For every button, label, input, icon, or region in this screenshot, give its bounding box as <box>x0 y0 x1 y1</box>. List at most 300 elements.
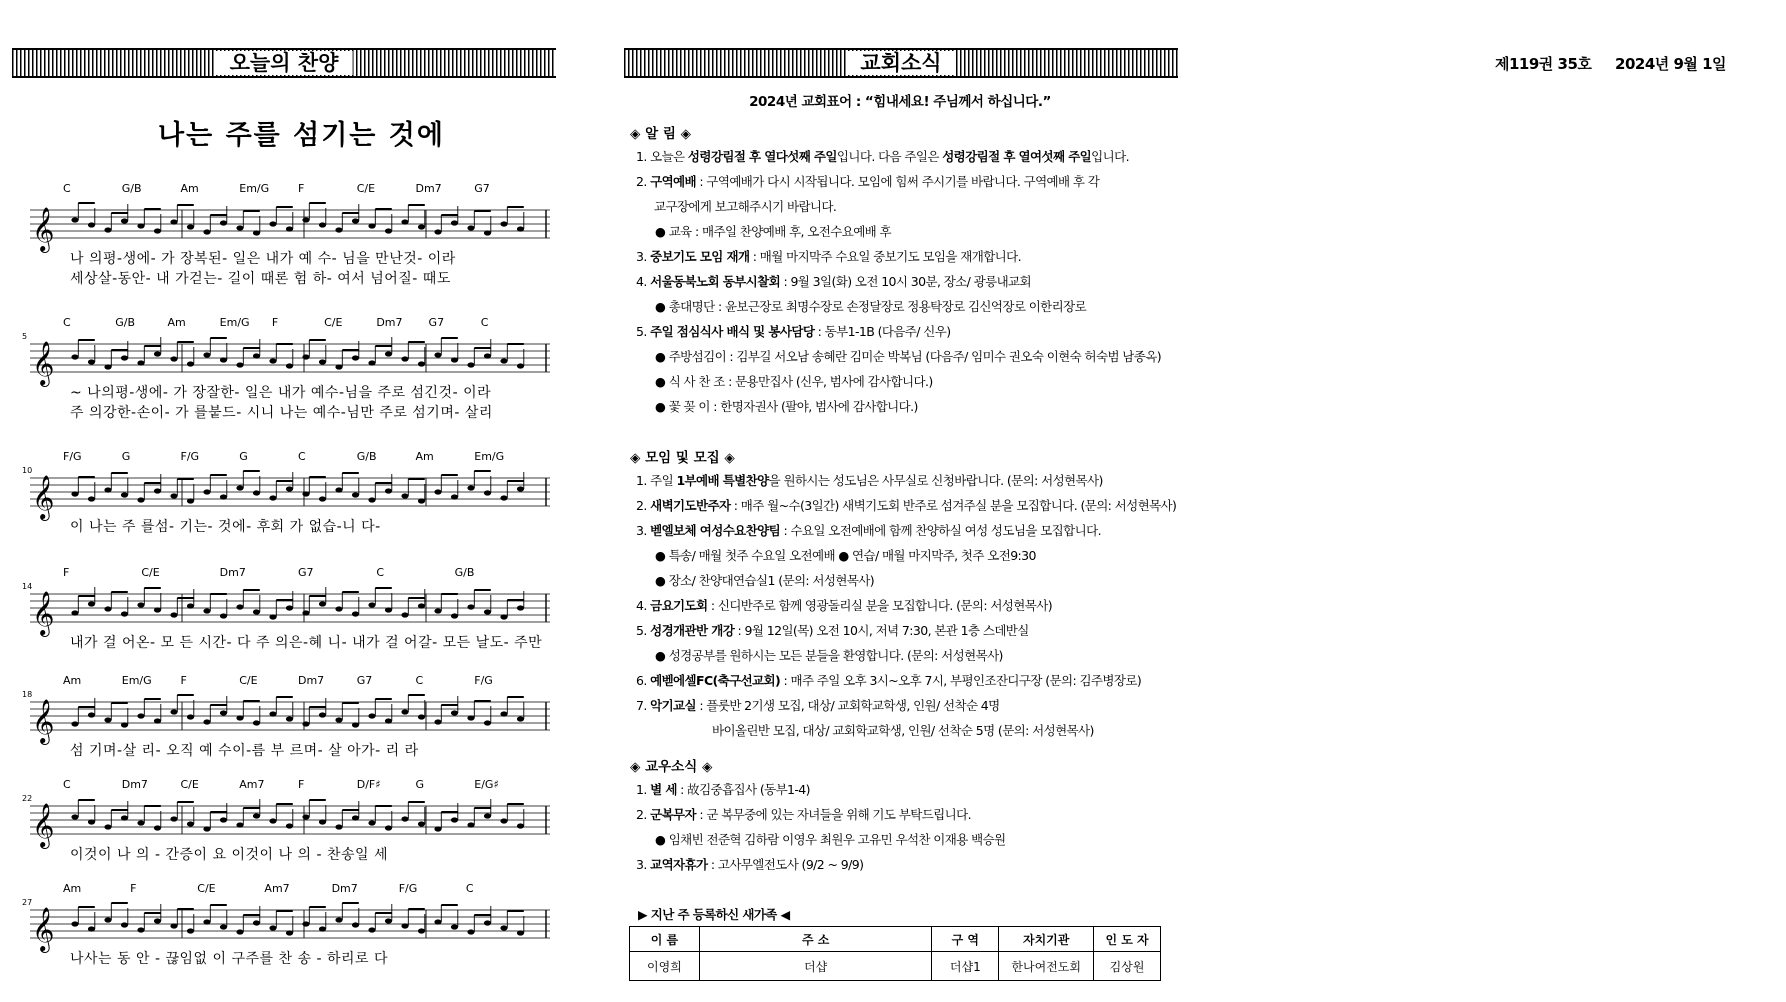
note-head <box>434 608 441 613</box>
note-head <box>236 225 243 230</box>
news-item: 6. 예벧에셀FC(축구선교회) : 매주 주일 오후 3시~오후 7시, 부평인조잔디구장 (문의: 김주병장로) <box>636 673 1142 688</box>
score-system <box>22 668 550 768</box>
chord-symbol: C/E <box>356 182 376 195</box>
chord-symbol: C <box>480 316 489 329</box>
chord-symbol: G/B <box>454 566 475 579</box>
chord-symbol: F/G <box>474 674 493 687</box>
chord-symbol: F/G <box>180 450 200 463</box>
note-head <box>269 818 276 823</box>
note-head <box>451 924 458 929</box>
note-head <box>368 927 375 932</box>
note-head <box>137 713 144 718</box>
note-head <box>236 929 243 934</box>
note-head <box>203 826 210 831</box>
chord-symbol: E/G♯ <box>474 778 499 791</box>
note-head <box>418 224 425 229</box>
note-head <box>71 217 78 222</box>
chord-symbol: F <box>180 674 187 687</box>
note-head <box>286 930 293 935</box>
chord-symbol: Dm7 <box>376 316 403 329</box>
chord-symbol: C <box>63 778 71 791</box>
note-head <box>170 219 177 224</box>
chord-symbol: G7 <box>428 316 445 329</box>
note-head <box>401 816 408 821</box>
note-head <box>335 717 342 722</box>
chord-symbol: Am <box>63 882 82 895</box>
note-head <box>302 921 309 926</box>
chord-symbol: G/B <box>121 182 142 195</box>
header-cell: 주 소 <box>699 927 932 952</box>
note-head <box>385 228 392 233</box>
score-system <box>22 876 550 976</box>
chord-symbol: C/E <box>324 316 343 329</box>
note-head <box>137 497 144 502</box>
chord-symbol: C <box>376 566 385 579</box>
note-head <box>352 815 359 820</box>
lyric-line: 이 나는 주 를섬- 기는- 것에- 후회 가 없습-니 다- <box>70 519 381 535</box>
chord-symbol: Em/G <box>474 450 505 463</box>
note-head <box>385 351 392 356</box>
note-head <box>368 713 375 718</box>
note-head <box>220 613 227 618</box>
note-head <box>203 919 210 924</box>
chord-symbol: G <box>121 450 131 463</box>
chord-symbol: G <box>415 778 425 791</box>
chord-symbol: G7 <box>298 566 314 579</box>
note-head <box>467 362 474 367</box>
note-head <box>517 486 524 491</box>
note-head <box>352 722 359 727</box>
issue-info <box>1495 53 1726 74</box>
cell-group: 한나여전도회 <box>999 952 1094 981</box>
treble-clef-icon: 𝄞 <box>32 207 55 251</box>
note-head <box>170 493 177 498</box>
note-head <box>517 930 524 935</box>
note-head <box>88 926 95 931</box>
note-head <box>401 709 408 714</box>
note-head <box>319 819 326 824</box>
news-item: 3. 중보기도 모임 재개 : 매월 마지막주 수요일 중보기도 모임을 재개합니다. <box>636 249 1021 264</box>
news-item: 4. 서울동북노회 동부시찰회 : 9월 3일(화) 오전 10시 30분, 장소/ 광릉내교회 <box>636 274 1031 289</box>
cell-district: 더샵1 <box>932 952 999 981</box>
note-head <box>220 220 227 225</box>
chord-symbol: C <box>63 316 71 329</box>
note-head <box>319 926 326 931</box>
note-head <box>500 221 507 226</box>
note-head <box>269 925 276 930</box>
lyric-line: 세상살-동안- 내 가걷는- 길이 때론 험 하- 여서 넘어질- 때도 <box>70 271 451 287</box>
note-head <box>236 822 243 827</box>
note-head <box>517 605 524 610</box>
treble-clef-icon: 𝄞 <box>32 699 55 743</box>
note-head <box>203 608 210 613</box>
lyric-line: 이것이 나 의 - 간증이 요 이것이 나 의 - 찬송일 세 <box>70 847 388 863</box>
news-sub-item: ● 특송/ 매월 첫주 수요일 오전예배 ● 연습/ 매월 마지막주, 첫주 오전9:30 <box>655 548 1036 563</box>
note-head <box>170 709 177 714</box>
note-head <box>302 491 309 496</box>
chord-symbol: C/E <box>197 882 216 895</box>
note-head <box>203 489 210 494</box>
lyric-line: 섬 기며-살 리- 오직 예 수이-름 부 르며- 살 아가- 리 라 <box>70 743 419 759</box>
note-head <box>368 497 375 502</box>
note-head <box>104 364 111 369</box>
hymn-section-header <box>12 48 556 78</box>
note-head <box>500 495 507 500</box>
note-head <box>121 611 128 616</box>
note-head <box>269 221 276 226</box>
note-head <box>187 821 194 826</box>
note-head <box>517 823 524 828</box>
note-head <box>269 495 276 500</box>
note-head <box>484 490 491 495</box>
chord-symbol: Am <box>167 316 186 329</box>
measure-number: 22 <box>22 794 33 803</box>
note-head <box>418 361 425 366</box>
chord-symbol: Em/G <box>121 674 152 687</box>
note-head <box>368 223 375 228</box>
score-system <box>22 444 550 544</box>
note-head <box>104 917 111 922</box>
note-head <box>269 358 276 363</box>
note-head <box>286 605 293 610</box>
news-sub-item: ● 총대명단 : 윤보근장로 최명수장로 손정달장로 정용탁장로 김신억장로 이한리장로 <box>655 299 1087 314</box>
note-head <box>187 361 194 366</box>
news-item: 4. 금요기도회 : 신디반주로 함께 영광돌리실 분을 모집합니다. (문의: 서성현목사) <box>636 598 1052 613</box>
treble-clef-icon: 𝄞 <box>32 803 55 847</box>
note-head <box>154 718 161 723</box>
note-head <box>154 607 161 612</box>
note-head <box>467 929 474 934</box>
chord-symbol: F <box>130 882 137 895</box>
note-head <box>302 814 309 819</box>
news-item: 바이올린반 모집, 대상/ 교회학교학생, 인원/ 선착순 5명 (문의: 서성현목사) <box>712 723 1094 738</box>
note-head <box>401 493 408 498</box>
news-sub-item: ● 임채빈 전준혁 김하람 이영우 최원우 고유민 우석찬 이재용 백승원 <box>655 832 1006 847</box>
note-head <box>154 488 161 493</box>
note-head <box>335 227 342 232</box>
score-system <box>22 560 550 660</box>
measure-number: 5 <box>22 332 28 341</box>
note-head <box>517 226 524 231</box>
measure-number: 27 <box>22 898 33 907</box>
note-head <box>352 922 359 927</box>
note-head <box>88 819 95 824</box>
note-head <box>170 356 177 361</box>
chord-symbol: F <box>271 316 279 329</box>
note-head <box>104 824 111 829</box>
lyric-line: 나사는 동 안 - 끊임없 이 구주를 찬 송 - 하리로 다 <box>70 951 388 967</box>
note-head <box>236 362 243 367</box>
note-head <box>253 609 260 614</box>
header-cell: 인 도 자 <box>1094 927 1161 952</box>
note-head <box>236 485 243 490</box>
note-head <box>121 922 128 927</box>
news-item: 5. 성경개관반 개강 : 9월 12일(목) 오전 10시, 저녁 7:30, 본관 1층 스데반실 <box>636 623 1029 638</box>
note-head <box>302 610 309 615</box>
note-head <box>401 219 408 224</box>
note-head <box>484 720 491 725</box>
note-head <box>88 359 95 364</box>
note-head <box>269 711 276 716</box>
note-head <box>467 715 474 720</box>
note-head <box>401 923 408 928</box>
note-head <box>236 604 243 609</box>
newcomers-table <box>629 926 1161 981</box>
note-head <box>500 925 507 930</box>
note-head <box>154 351 161 356</box>
note-head <box>220 494 227 499</box>
cell-name: 이영희 <box>630 952 700 981</box>
news-sub-item: ● 주방섬김이 : 김부길 서오남 송혜란 김미순 박복님 (다음주/ 임미수 권오숙 이현숙 허숙범 남종옥) <box>655 349 1161 364</box>
note-head <box>88 601 95 606</box>
news-item: 1. 별 세 : 故김중흡집사 (동부1-4) <box>636 782 810 797</box>
news-sub-item: ● 장소/ 찬양대연습실1 (문의: 서성현목사) <box>655 573 875 588</box>
news-sub-item: ● 성경공부를 원하시는 모든 분들을 환영합니다. (문의: 서성현목사) <box>655 648 1003 663</box>
note-head <box>401 612 408 617</box>
header-cell: 이 름 <box>630 927 700 952</box>
chord-symbol: C <box>63 182 71 195</box>
note-head <box>104 606 111 611</box>
note-head <box>71 721 78 726</box>
news-item: 7. 악기교실 : 플룻반 2기생 모집, 대상/ 교회학교학생, 인원/ 선착순 4명 <box>636 698 1000 713</box>
note-head <box>220 817 227 822</box>
note-head <box>220 357 227 362</box>
note-head <box>170 612 177 617</box>
lyric-line: ~ 나의평-생에- 가 장잘한- 일은 내가 예수-님을 주로 섬긴것- 이라 <box>70 385 492 401</box>
song-title: 나는 주를 섬기는 것에 <box>158 120 445 151</box>
note-head <box>121 218 128 223</box>
lyric-line: 내가 걸 어온- 모 든 시간- 다 주 의은-혜 니- 내가 걸 어갈- 모든 날도- 주만 <box>70 635 543 651</box>
note-head <box>434 352 441 357</box>
note-head <box>187 498 194 503</box>
note-head <box>517 363 524 368</box>
chord-symbol: F <box>298 778 305 791</box>
newcomers-header-row <box>630 927 1161 952</box>
note-head <box>418 821 425 826</box>
score-system <box>22 310 550 421</box>
lyric-line: 나 의평-생에- 가 장복된- 일은 내가 예 수- 님을 만난것- 이라 <box>70 251 456 267</box>
table-row <box>630 952 1161 981</box>
chord-symbol: Am <box>180 182 199 195</box>
note-head <box>385 607 392 612</box>
chord-symbol: C <box>415 674 424 687</box>
note-head <box>484 353 491 358</box>
news-sub-item: ● 교육 : 매주일 찬양예배 후, 오전수요예배 후 <box>655 224 891 239</box>
note-head <box>385 918 392 923</box>
chord-symbol: Am7 <box>264 882 290 895</box>
note-head <box>253 353 260 358</box>
news-section-heading: ◈ 모임 및 모집 ◈ <box>630 450 735 466</box>
note-head <box>418 603 425 608</box>
chord-symbol: F <box>63 566 70 579</box>
note-head <box>385 488 392 493</box>
note-head <box>500 818 507 823</box>
header-cell: 구 역 <box>932 927 999 952</box>
news-item: 2. 새벽기도반주자 : 매주 월~수(3일간) 새벽기도회 반주로 섬겨주실 분을 모집합니다. (문의: 서성현목사) <box>636 498 1177 513</box>
news-sub-item: ● 꽃 꽂 이 : 한명자권사 (팔야, 범사에 감사합니다.) <box>655 399 918 414</box>
news-section-header <box>624 48 1178 78</box>
note-head <box>302 354 309 359</box>
note-head <box>104 487 111 492</box>
news-item: 교구장에게 보고해주시기 바랍니다. <box>654 199 837 214</box>
cell-address: 더샵 <box>699 952 932 981</box>
note-head <box>451 710 458 715</box>
news-item: 2. 구역예배 : 구역예배가 다시 시작됩니다. 모임에 힘써 주시기를 바랍니다. 구역예배 후 각 <box>636 174 1100 189</box>
note-head <box>253 490 260 495</box>
note-head <box>71 610 78 615</box>
measure-number: 14 <box>22 582 33 591</box>
note-head <box>335 364 342 369</box>
news-sub-item: ● 식 사 찬 조 : 문용만집사 (신우, 범사에 감사합니다.) <box>655 374 933 389</box>
cell-guide: 김상원 <box>1094 952 1161 981</box>
chord-symbol: G/B <box>115 316 135 329</box>
note-head <box>121 492 128 497</box>
news-section-title: 교회소식 <box>846 51 955 75</box>
note-head <box>154 918 161 923</box>
chord-symbol: Am7 <box>239 778 265 791</box>
note-head <box>121 722 128 727</box>
news-item: 3. 벧엘보체 여성수요찬양팀 : 수요일 오전예배에 함께 찬양하실 여성 성도님을 모집합니다. <box>636 523 1101 538</box>
note-head <box>137 223 144 228</box>
treble-clef-icon: 𝄞 <box>32 907 55 951</box>
note-head <box>484 920 491 925</box>
note-head <box>220 710 227 715</box>
note-head <box>88 712 95 717</box>
note-head <box>236 715 243 720</box>
note-head <box>451 357 458 362</box>
note-head <box>434 919 441 924</box>
note-head <box>170 816 177 821</box>
note-head <box>467 225 474 230</box>
note-head <box>286 823 293 828</box>
note-head <box>137 360 144 365</box>
chord-symbol: Dm7 <box>298 674 325 687</box>
note-head <box>302 721 309 726</box>
note-head <box>286 363 293 368</box>
treble-clef-icon: 𝄞 <box>32 341 55 385</box>
news-item: 3. 교역자휴가 : 고사무엘전도사 (9/2 ~ 9/9) <box>636 857 864 872</box>
note-head <box>203 229 210 234</box>
note-head <box>104 717 111 722</box>
note-head <box>385 718 392 723</box>
note-head <box>467 822 474 827</box>
note-head <box>121 355 128 360</box>
note-head <box>434 719 441 724</box>
note-head <box>302 217 309 222</box>
church-motto: 2024년 교회표어 : “힘내세요! 주님께서 하십니다.” <box>749 94 1051 110</box>
news-item: 5. 주일 점심식사 배식 및 봉사담당 : 동부1-1B (다음주/ 신우) <box>636 324 951 339</box>
note-head <box>484 609 491 614</box>
note-head <box>319 712 326 717</box>
note-head <box>187 714 194 719</box>
note-head <box>187 603 194 608</box>
note-head <box>434 229 441 234</box>
note-head <box>170 923 177 928</box>
note-head <box>154 825 161 830</box>
note-head <box>352 611 359 616</box>
chord-symbol: G <box>239 450 248 463</box>
note-head <box>352 492 359 497</box>
note-head <box>253 920 260 925</box>
chord-symbol: Dm7 <box>219 566 246 579</box>
note-head <box>187 224 194 229</box>
note-head <box>286 226 293 231</box>
note-head <box>500 614 507 619</box>
news-item: 2. 군복무자 : 군 복무중에 있는 자녀들을 위해 기도 부탁드립니다. <box>636 807 971 822</box>
note-head <box>434 489 441 494</box>
note-head <box>451 494 458 499</box>
score-system <box>30 176 550 287</box>
note-head <box>137 927 144 932</box>
note-head <box>368 602 375 607</box>
note-head <box>319 359 326 364</box>
note-head <box>269 614 276 619</box>
treble-clef-icon: 𝄞 <box>32 475 55 519</box>
note-head <box>71 814 78 819</box>
chord-symbol: Em/G <box>239 182 270 195</box>
news-item: 1. 주일 1부예배 특별찬양을 원하시는 성도님은 사무실로 신청바랍니다. (문의: 서성현목사) <box>636 473 1103 488</box>
note-head <box>286 486 293 491</box>
note-head <box>484 230 491 235</box>
note-head <box>335 824 342 829</box>
note-head <box>335 487 342 492</box>
measure-number: 18 <box>22 690 33 699</box>
news-section-heading: ◈ 교우소식 ◈ <box>630 759 713 775</box>
chord-symbol: Dm7 <box>331 882 358 895</box>
note-head <box>71 354 78 359</box>
note-head <box>253 230 260 235</box>
note-head <box>467 604 474 609</box>
note-head <box>220 924 227 929</box>
note-head <box>467 485 474 490</box>
note-head <box>253 720 260 725</box>
chord-symbol: F <box>298 182 305 195</box>
chord-symbol: C/E <box>180 778 199 791</box>
note-head <box>319 601 326 606</box>
chord-symbol: Am <box>415 450 434 463</box>
chord-symbol: F/G <box>63 450 82 463</box>
measure-number: 10 <box>22 466 33 475</box>
note-head <box>137 602 144 607</box>
note-head <box>154 228 161 233</box>
note-head <box>500 358 507 363</box>
treble-clef-icon: 𝄞 <box>32 591 55 635</box>
note-head <box>484 813 491 818</box>
score-system <box>22 772 550 872</box>
chord-symbol: Dm7 <box>121 778 148 791</box>
note-head <box>451 613 458 618</box>
note-head <box>451 220 458 225</box>
note-head <box>104 227 111 232</box>
issue-date: 2024년 9월 1일 <box>1615 55 1727 73</box>
note-head <box>434 826 441 831</box>
issue-number: 제119권 35호 <box>1495 55 1592 73</box>
note-head <box>335 606 342 611</box>
note-head <box>203 719 210 724</box>
header-cell: 자치기관 <box>999 927 1094 952</box>
note-head <box>368 360 375 365</box>
chord-symbol: C/E <box>141 566 160 579</box>
lyric-line: 주 의강한-손이- 가 를붙드- 시니 나는 예수-님만 주로 섬기며- 살리 <box>70 405 493 421</box>
note-head <box>319 222 326 227</box>
chord-symbol: C <box>465 882 474 895</box>
note-head <box>88 222 95 227</box>
note-head <box>385 825 392 830</box>
chord-symbol: F/G <box>398 882 418 895</box>
news-item: 1. 오늘은 성령강림절 후 열다섯째 주일입니다. 다음 주일은 성령강림절 후 열여섯째 주일입니다. <box>636 149 1129 164</box>
note-head <box>352 355 359 360</box>
chord-symbol: Dm7 <box>415 182 442 195</box>
